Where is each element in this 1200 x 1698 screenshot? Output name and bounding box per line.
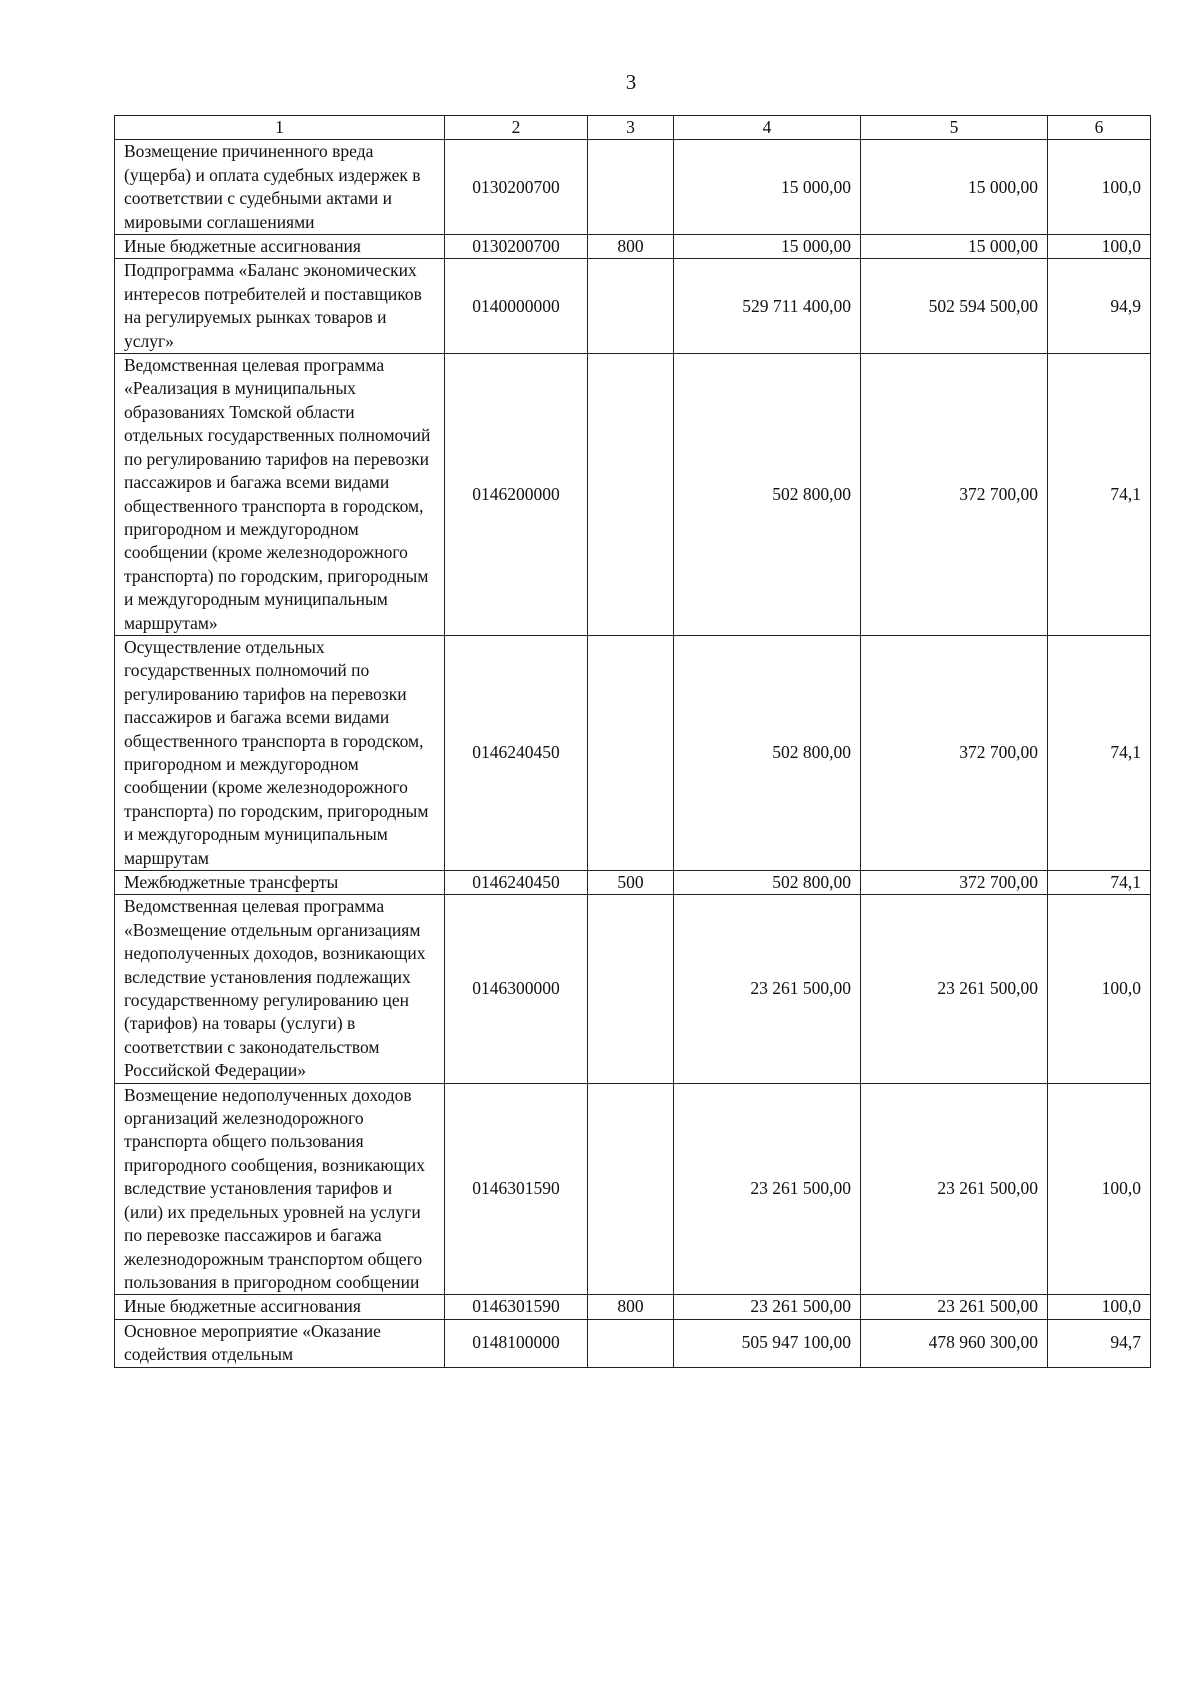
row-name: Межбюджетные трансферты [115,871,445,895]
row-code: 0146301590 [445,1295,588,1319]
row-percent: 74,1 [1048,354,1151,636]
page-number: 3 [625,70,637,94]
table-row [115,1319,1151,1367]
row-expense-type [588,259,674,354]
row-actual-amount: 372 700,00 [861,354,1048,636]
column-header-4: 4 [674,116,861,140]
row-planned-amount: 502 800,00 [674,871,861,895]
row-planned-amount: 23 261 500,00 [674,895,861,1083]
row-expense-type: 800 [588,1295,674,1319]
row-percent: 100,0 [1048,1083,1151,1295]
row-expense-type [588,1319,674,1367]
row-name: Иные бюджетные ассигнования [115,1295,445,1319]
row-name: Иные бюджетные ассигнования [115,235,445,259]
table-row [115,1295,1151,1319]
table-row [115,235,1151,259]
row-planned-amount: 505 947 100,00 [674,1319,861,1367]
row-percent: 100,0 [1048,895,1151,1083]
row-actual-amount: 15 000,00 [861,140,1048,235]
column-header-5: 5 [861,116,1048,140]
row-percent: 94,7 [1048,1319,1151,1367]
row-expense-type [588,635,674,870]
row-planned-amount: 15 000,00 [674,140,861,235]
row-expense-type [588,354,674,636]
row-actual-amount: 502 594 500,00 [861,259,1048,354]
budget-table [114,115,1151,1368]
row-actual-amount: 372 700,00 [861,635,1048,870]
row-name: Основное мероприятие «Оказание содействия отдельным [115,1319,445,1367]
row-percent: 94,9 [1048,259,1151,354]
row-expense-type [588,895,674,1083]
row-name: Осуществление отдельных государственных полномочий по регулированию тарифов на перевозки пассажиров и багажа всеми видами общественного транспорта в городском, пригородном и междугородном сообщении (кроме железнодорожного транспорта) по городским, пригородным и междугородным муниципальным маршрутам [115,635,445,870]
row-name: Ведомственная целевая программа «Возмещение отдельным организациям недополученных доходов, возникающих вследствие установления подлежащих государственному регулированию цен (тарифов) на товары (услуги) в соответствии с законодательством Российской Федерации» [115,895,445,1083]
row-code: 0130200700 [445,140,588,235]
table-row [115,354,1151,636]
row-code: 0130200700 [445,235,588,259]
row-percent: 100,0 [1048,235,1151,259]
column-header-1: 1 [115,116,445,140]
row-code: 0140000000 [445,259,588,354]
row-percent: 74,1 [1048,871,1151,895]
row-code: 0146301590 [445,1083,588,1295]
row-actual-amount: 23 261 500,00 [861,895,1048,1083]
row-planned-amount: 502 800,00 [674,635,861,870]
row-code: 0146200000 [445,354,588,636]
row-percent: 74,1 [1048,635,1151,870]
row-actual-amount: 23 261 500,00 [861,1083,1048,1295]
row-code: 0146300000 [445,895,588,1083]
table-row [115,895,1151,1083]
table-row [115,1083,1151,1295]
column-header-6: 6 [1048,116,1151,140]
row-actual-amount: 372 700,00 [861,871,1048,895]
row-planned-amount: 15 000,00 [674,235,861,259]
row-expense-type: 500 [588,871,674,895]
row-expense-type [588,140,674,235]
table-row [115,140,1151,235]
row-expense-type [588,1083,674,1295]
row-name: Ведомственная целевая программа «Реализация в муниципальных образованиях Томской области отдельных государственных полномочий по регулированию тарифов на перевозки пассажиров и багажа всеми видами общественного транспорта в городском, пригородном и междугородном сообщении (кроме железнодорожного транспорта) по городским, пригородным и междугородным муниципальным маршрутам» [115,354,445,636]
row-code: 0146240450 [445,635,588,870]
row-name: Возмещение причиненного вреда (ущерба) и оплата судебных издержек в соответствии с судебными актами и мировыми соглашениями [115,140,445,235]
row-planned-amount: 529 711 400,00 [674,259,861,354]
row-actual-amount: 23 261 500,00 [861,1295,1048,1319]
row-actual-amount: 478 960 300,00 [861,1319,1048,1367]
table-header-row [115,116,1151,140]
row-name: Подпрограмма «Баланс экономических интересов потребителей и поставщиков на регулируемых рынках товаров и услуг» [115,259,445,354]
row-code: 0146240450 [445,871,588,895]
row-code: 0148100000 [445,1319,588,1367]
table-row [115,259,1151,354]
table-row [115,635,1151,870]
row-planned-amount: 23 261 500,00 [674,1295,861,1319]
column-header-2: 2 [445,116,588,140]
row-name: Возмещение недополученных доходов организаций железнодорожного транспорта общего пользования пригородного сообщения, возникающих вследствие установления тарифов и (или) их предельных уровней на услуги по перевозке пассажиров и багажа железнодорожным транспортом общего пользования в пригородном сообщении [115,1083,445,1295]
row-percent: 100,0 [1048,1295,1151,1319]
row-actual-amount: 15 000,00 [861,235,1048,259]
row-planned-amount: 502 800,00 [674,354,861,636]
column-header-3: 3 [588,116,674,140]
table-row [115,871,1151,895]
row-planned-amount: 23 261 500,00 [674,1083,861,1295]
row-expense-type: 800 [588,235,674,259]
row-percent: 100,0 [1048,140,1151,235]
